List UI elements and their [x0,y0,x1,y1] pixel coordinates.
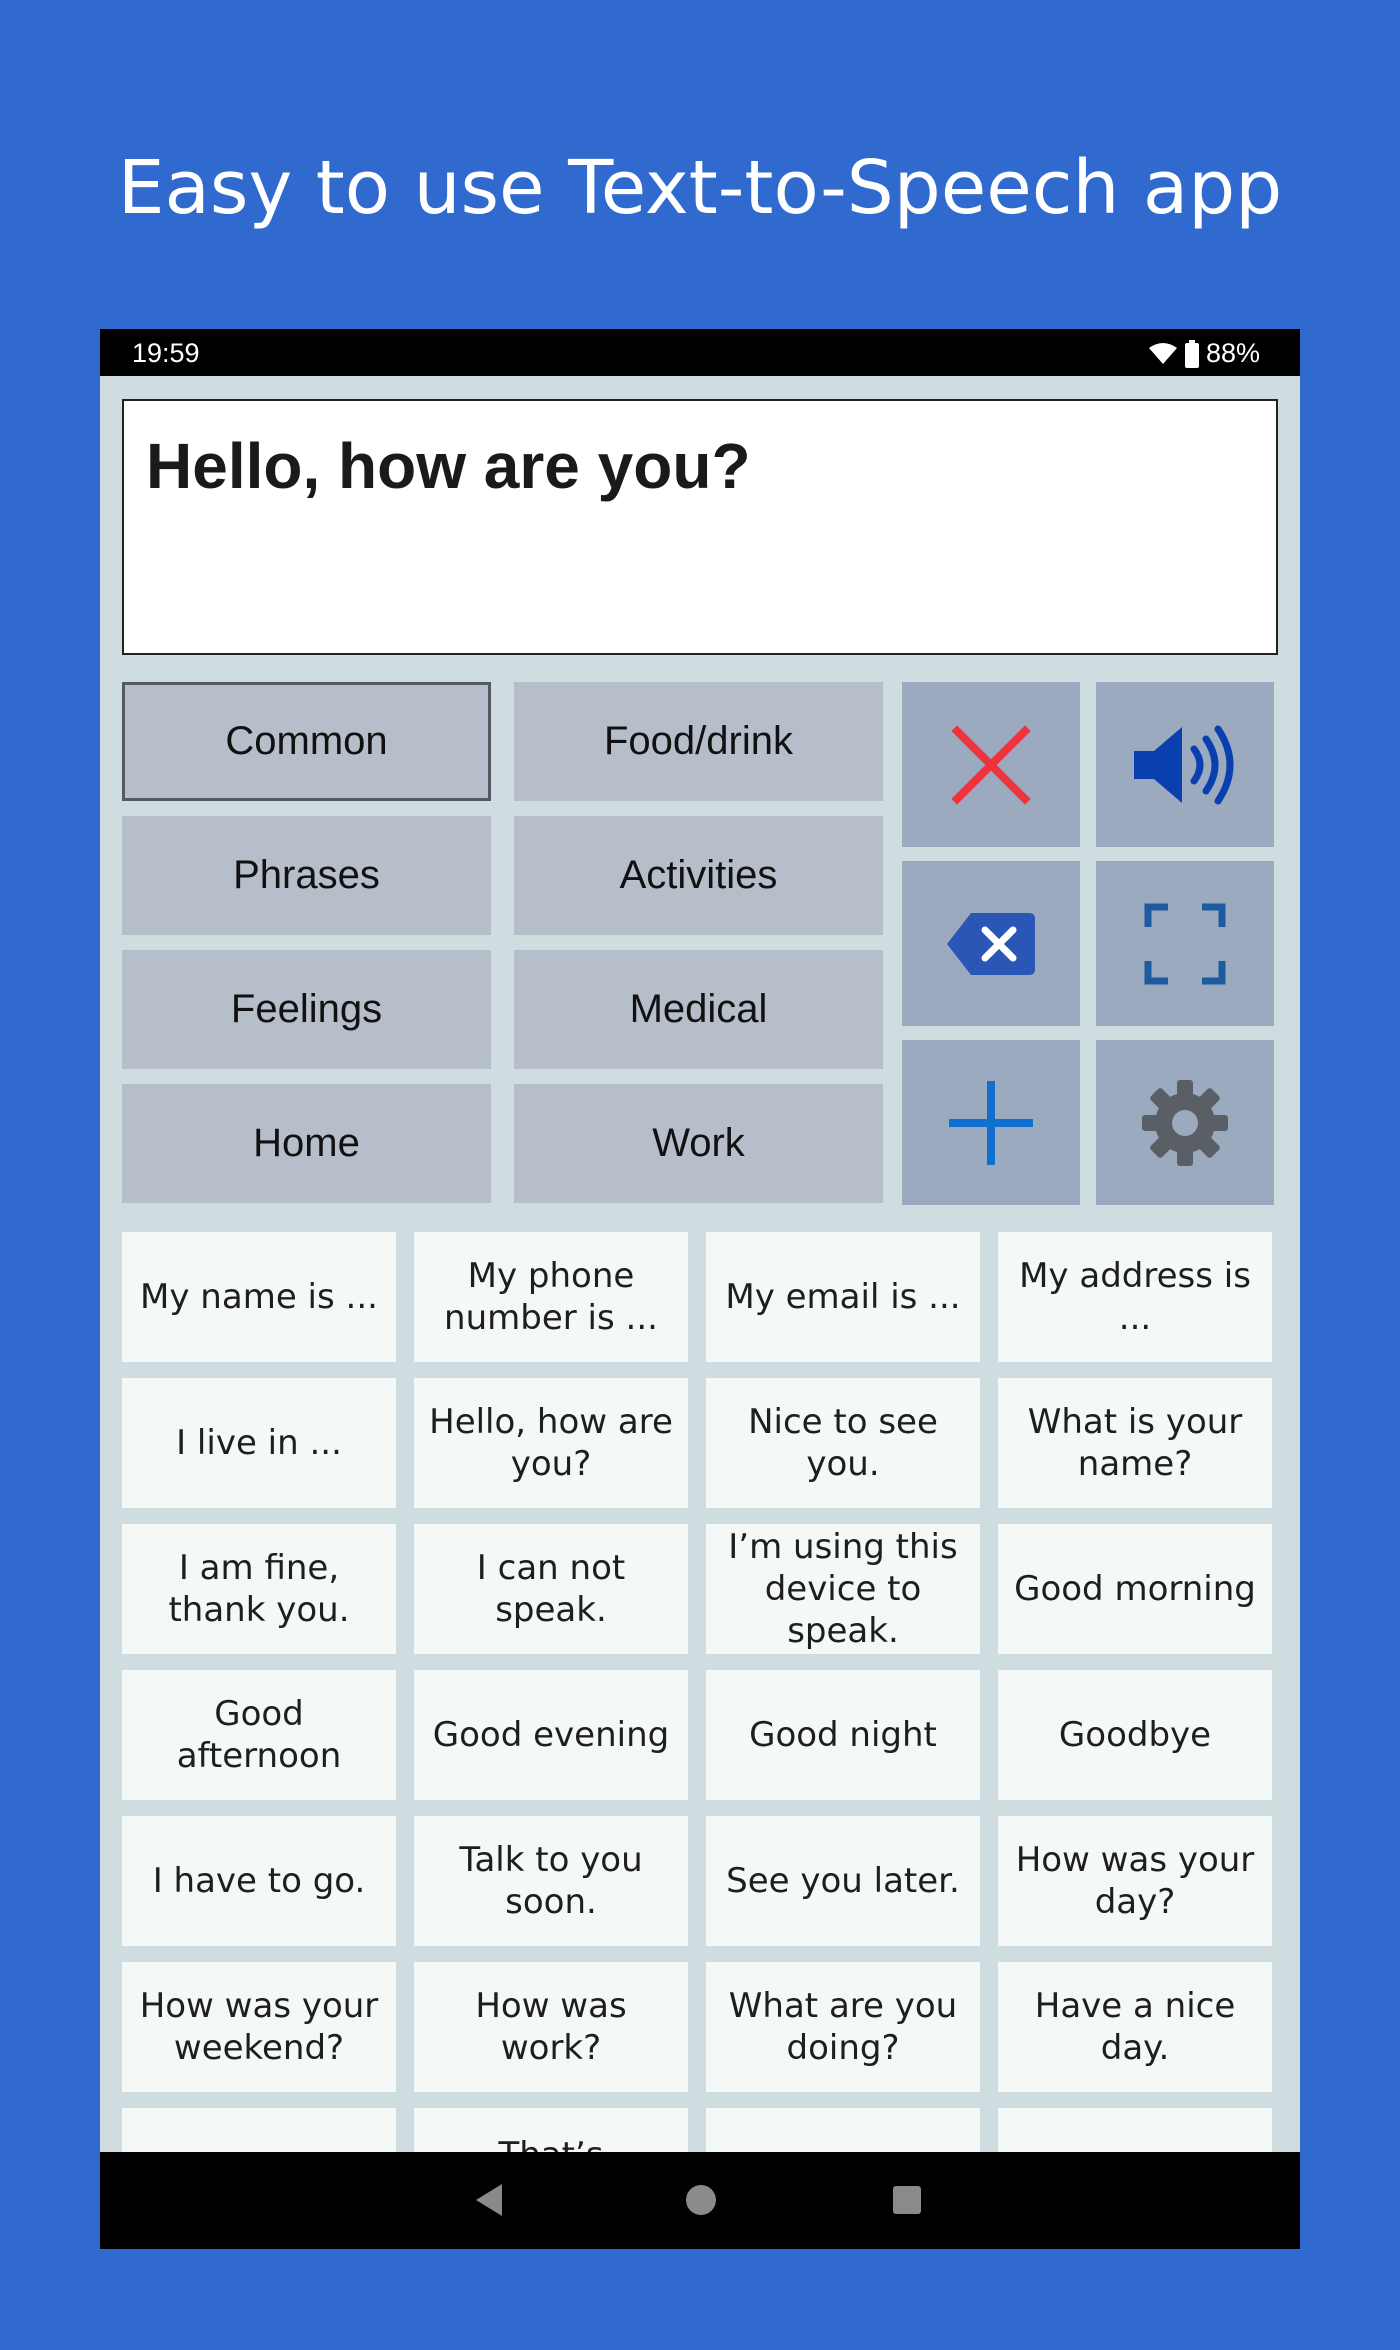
speech-text-field[interactable]: Hello, how are you? [122,399,1278,655]
phrase-button[interactable]: My name is ... [122,1232,396,1362]
phrase-button[interactable]: Good evening [414,1670,688,1800]
back-icon[interactable] [472,2182,506,2218]
phrase-button[interactable]: Good night [706,1670,980,1800]
navigation-bar [100,2152,1300,2249]
battery-percent: 88% [1205,338,1260,368]
backspace-icon [945,911,1037,977]
phrase-button[interactable]: Goodbye [998,1670,1272,1800]
battery-icon [1184,340,1200,368]
phrase-grid [122,1232,1280,2232]
fullscreen-button[interactable] [1096,861,1274,1026]
category-common[interactable]: Common [122,682,491,801]
category-activities[interactable]: Activities [514,816,883,935]
close-icon [951,725,1031,805]
fullscreen-icon [1144,903,1226,985]
settings-button[interactable] [1096,1040,1274,1205]
phrase-button[interactable]: Good morning [998,1524,1272,1654]
status-bar [100,329,1300,376]
category-phrases[interactable]: Phrases [122,816,491,935]
promo-headline: Easy to use Text-to-Speech app [117,145,1283,231]
category-food-drink[interactable]: Food/drink [514,682,883,801]
phrase-button[interactable]: See you later. [706,1816,980,1946]
add-button[interactable] [902,1040,1080,1205]
gear-icon [1140,1078,1230,1168]
recents-icon[interactable] [890,2182,924,2218]
clear-button[interactable] [902,682,1080,847]
category-home[interactable]: Home [122,1084,491,1203]
phrase-button[interactable]: I am fine, thank you. [122,1524,396,1654]
plus-icon [945,1077,1037,1169]
wifi-icon [1148,342,1178,366]
backspace-button[interactable] [902,861,1080,1026]
phrase-button[interactable]: Good afternoon [122,1670,396,1800]
phrase-button[interactable]: How was work? [414,1962,688,2092]
phrase-button[interactable]: What is your name? [998,1378,1272,1508]
phrase-button[interactable]: Have a nice day. [998,1962,1272,2092]
phrase-button[interactable]: Nice to see you. [706,1378,980,1508]
phrase-button[interactable]: Talk to you soon. [414,1816,688,1946]
speaker-icon [1130,723,1240,807]
phrase-button[interactable]: I can not speak. [414,1524,688,1654]
phrase-button[interactable]: How was your weekend? [122,1962,396,2092]
device-screen [100,329,1300,2249]
phrase-button[interactable]: Hello, how are you? [414,1378,688,1508]
status-time: 19:59 [132,338,200,368]
phrase-button[interactable]: I have to go. [122,1816,396,1946]
phrase-button[interactable]: I’m using this device to speak. [706,1524,980,1654]
speak-button[interactable] [1096,682,1274,847]
home-icon[interactable] [684,2182,718,2218]
phrase-button[interactable]: My address is ... [998,1232,1272,1362]
phrase-button[interactable]: What are you doing? [706,1962,980,2092]
category-medical[interactable]: Medical [514,950,883,1069]
phrase-button[interactable]: How was your day? [998,1816,1272,1946]
phrase-button[interactable]: My phone number is ... [414,1232,688,1362]
category-feelings[interactable]: Feelings [122,950,491,1069]
category-work[interactable]: Work [514,1084,883,1203]
phrase-button[interactable]: I live in ... [122,1378,396,1508]
phrase-button[interactable]: My email is ... [706,1232,980,1362]
